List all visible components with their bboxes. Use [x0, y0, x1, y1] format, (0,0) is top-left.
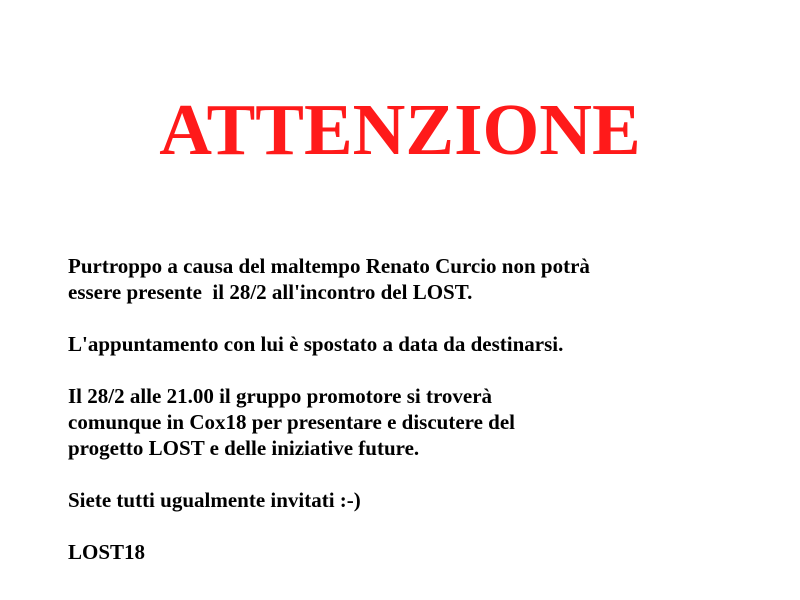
- paragraph-cancellation: [68, 253, 768, 305]
- text-line: Il 28/2 alle 21.00 il gruppo promotore si troverà: [68, 384, 493, 408]
- announcement-body: [68, 253, 768, 565]
- text-line: essere presente il 28/2 all'incontro del LOST.: [68, 280, 473, 304]
- text-line: Siete tutti ugualmente invitati :-): [68, 488, 361, 512]
- paragraph-invitation: [68, 487, 768, 513]
- signature: LOST18: [68, 540, 146, 564]
- page-title: ATTENZIONE: [159, 89, 641, 170]
- text-line: progetto LOST e delle iniziative future.: [68, 436, 420, 460]
- text-line: Purtroppo a causa del maltempo Renato Curcio non potrà: [68, 254, 590, 278]
- paragraph-meeting-info: [68, 383, 768, 461]
- paragraph-rescheduled: [68, 331, 768, 357]
- text-line: L'appuntamento con lui è spostato a data da destinarsi.: [68, 332, 564, 356]
- text-line: comunque in Cox18 per presentare e discutere del: [68, 410, 516, 434]
